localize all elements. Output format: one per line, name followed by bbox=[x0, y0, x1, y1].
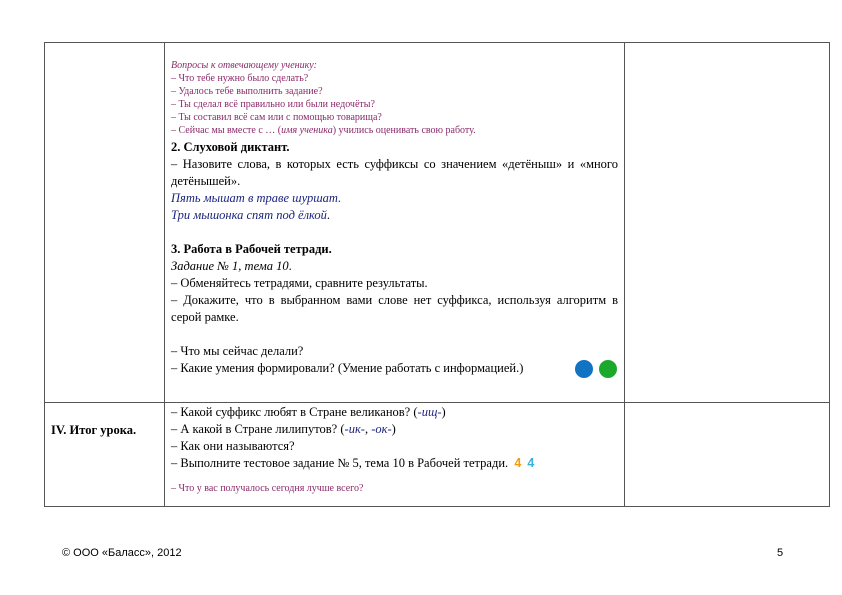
questions-title: Вопросы к отвечающему ученику: bbox=[171, 60, 317, 71]
table-row bbox=[45, 43, 830, 403]
table-row bbox=[45, 403, 830, 507]
question-item: – Ты сделал всё правильно или были недочёты? bbox=[171, 99, 375, 110]
score-number: 4 bbox=[527, 456, 535, 470]
score-number: 4 bbox=[514, 456, 522, 470]
lesson-table bbox=[44, 42, 830, 507]
question-item: – Что у вас получалось сегодня лучше всего? bbox=[171, 483, 364, 494]
content-cell bbox=[165, 403, 625, 507]
section-heading: 3. Работа в Рабочей тетради. bbox=[171, 242, 332, 256]
task-text: – Что мы сейчас делали? bbox=[171, 344, 304, 358]
assignment-text: Задание № 1, тема 10. bbox=[171, 259, 292, 273]
content-cell bbox=[165, 43, 625, 403]
notes-cell bbox=[625, 43, 830, 403]
dictation-sentence: Пять мышат в траве шуршат. bbox=[171, 191, 342, 205]
question-item: – Как они называются? bbox=[171, 439, 295, 453]
question-item: – Ты составил всё сам или с помощью товарища? bbox=[171, 112, 382, 123]
notes-cell bbox=[625, 403, 830, 507]
stage-label: IV. Итог урока. bbox=[51, 423, 137, 437]
question-item: – Какой суффикс любят в Стране великанов? (-ищ-) bbox=[171, 405, 446, 419]
section-heading: 2. Слуховой диктант. bbox=[171, 140, 290, 154]
question-item: – Удалось тебе выполнить задание? bbox=[171, 86, 323, 97]
question-item: – А какой в Стране лилипутов? (-ик-, -ок-) bbox=[171, 422, 396, 436]
question-item: – Что тебе нужно было сделать? bbox=[171, 73, 309, 84]
page-number: 5 bbox=[777, 547, 784, 559]
copyright-text: © ООО «Баласс», 2012 bbox=[62, 547, 182, 559]
question-item: – Сейчас мы вместе с … (имя ученика) учились оценивать свою работу. bbox=[171, 125, 476, 136]
dictation-sentence: Три мышонка спят под ёлкой. bbox=[171, 208, 331, 222]
task-text: – Обменяйтесь тетрадями, сравните результаты. bbox=[171, 276, 428, 290]
task-text: – Какие умения формировали? (Умение работать с информацией.) bbox=[171, 360, 618, 377]
task-text: – Докажите, что в выбранном вами слове нет суффикса, используя алгоритм в серой рамке. bbox=[171, 293, 618, 324]
stage-cell bbox=[45, 403, 165, 507]
task-text: – Назовите слова, в которых есть суффиксы со значением «детёныш» и «много детёнышей». bbox=[171, 157, 618, 188]
question-item: – Выполните тестовое задание № 5, тема 10 в Рабочей тетради. 4 4 bbox=[171, 456, 535, 470]
green-circle-icon bbox=[599, 360, 617, 378]
blue-circle-icon bbox=[575, 360, 593, 378]
stage-cell bbox=[45, 43, 165, 403]
